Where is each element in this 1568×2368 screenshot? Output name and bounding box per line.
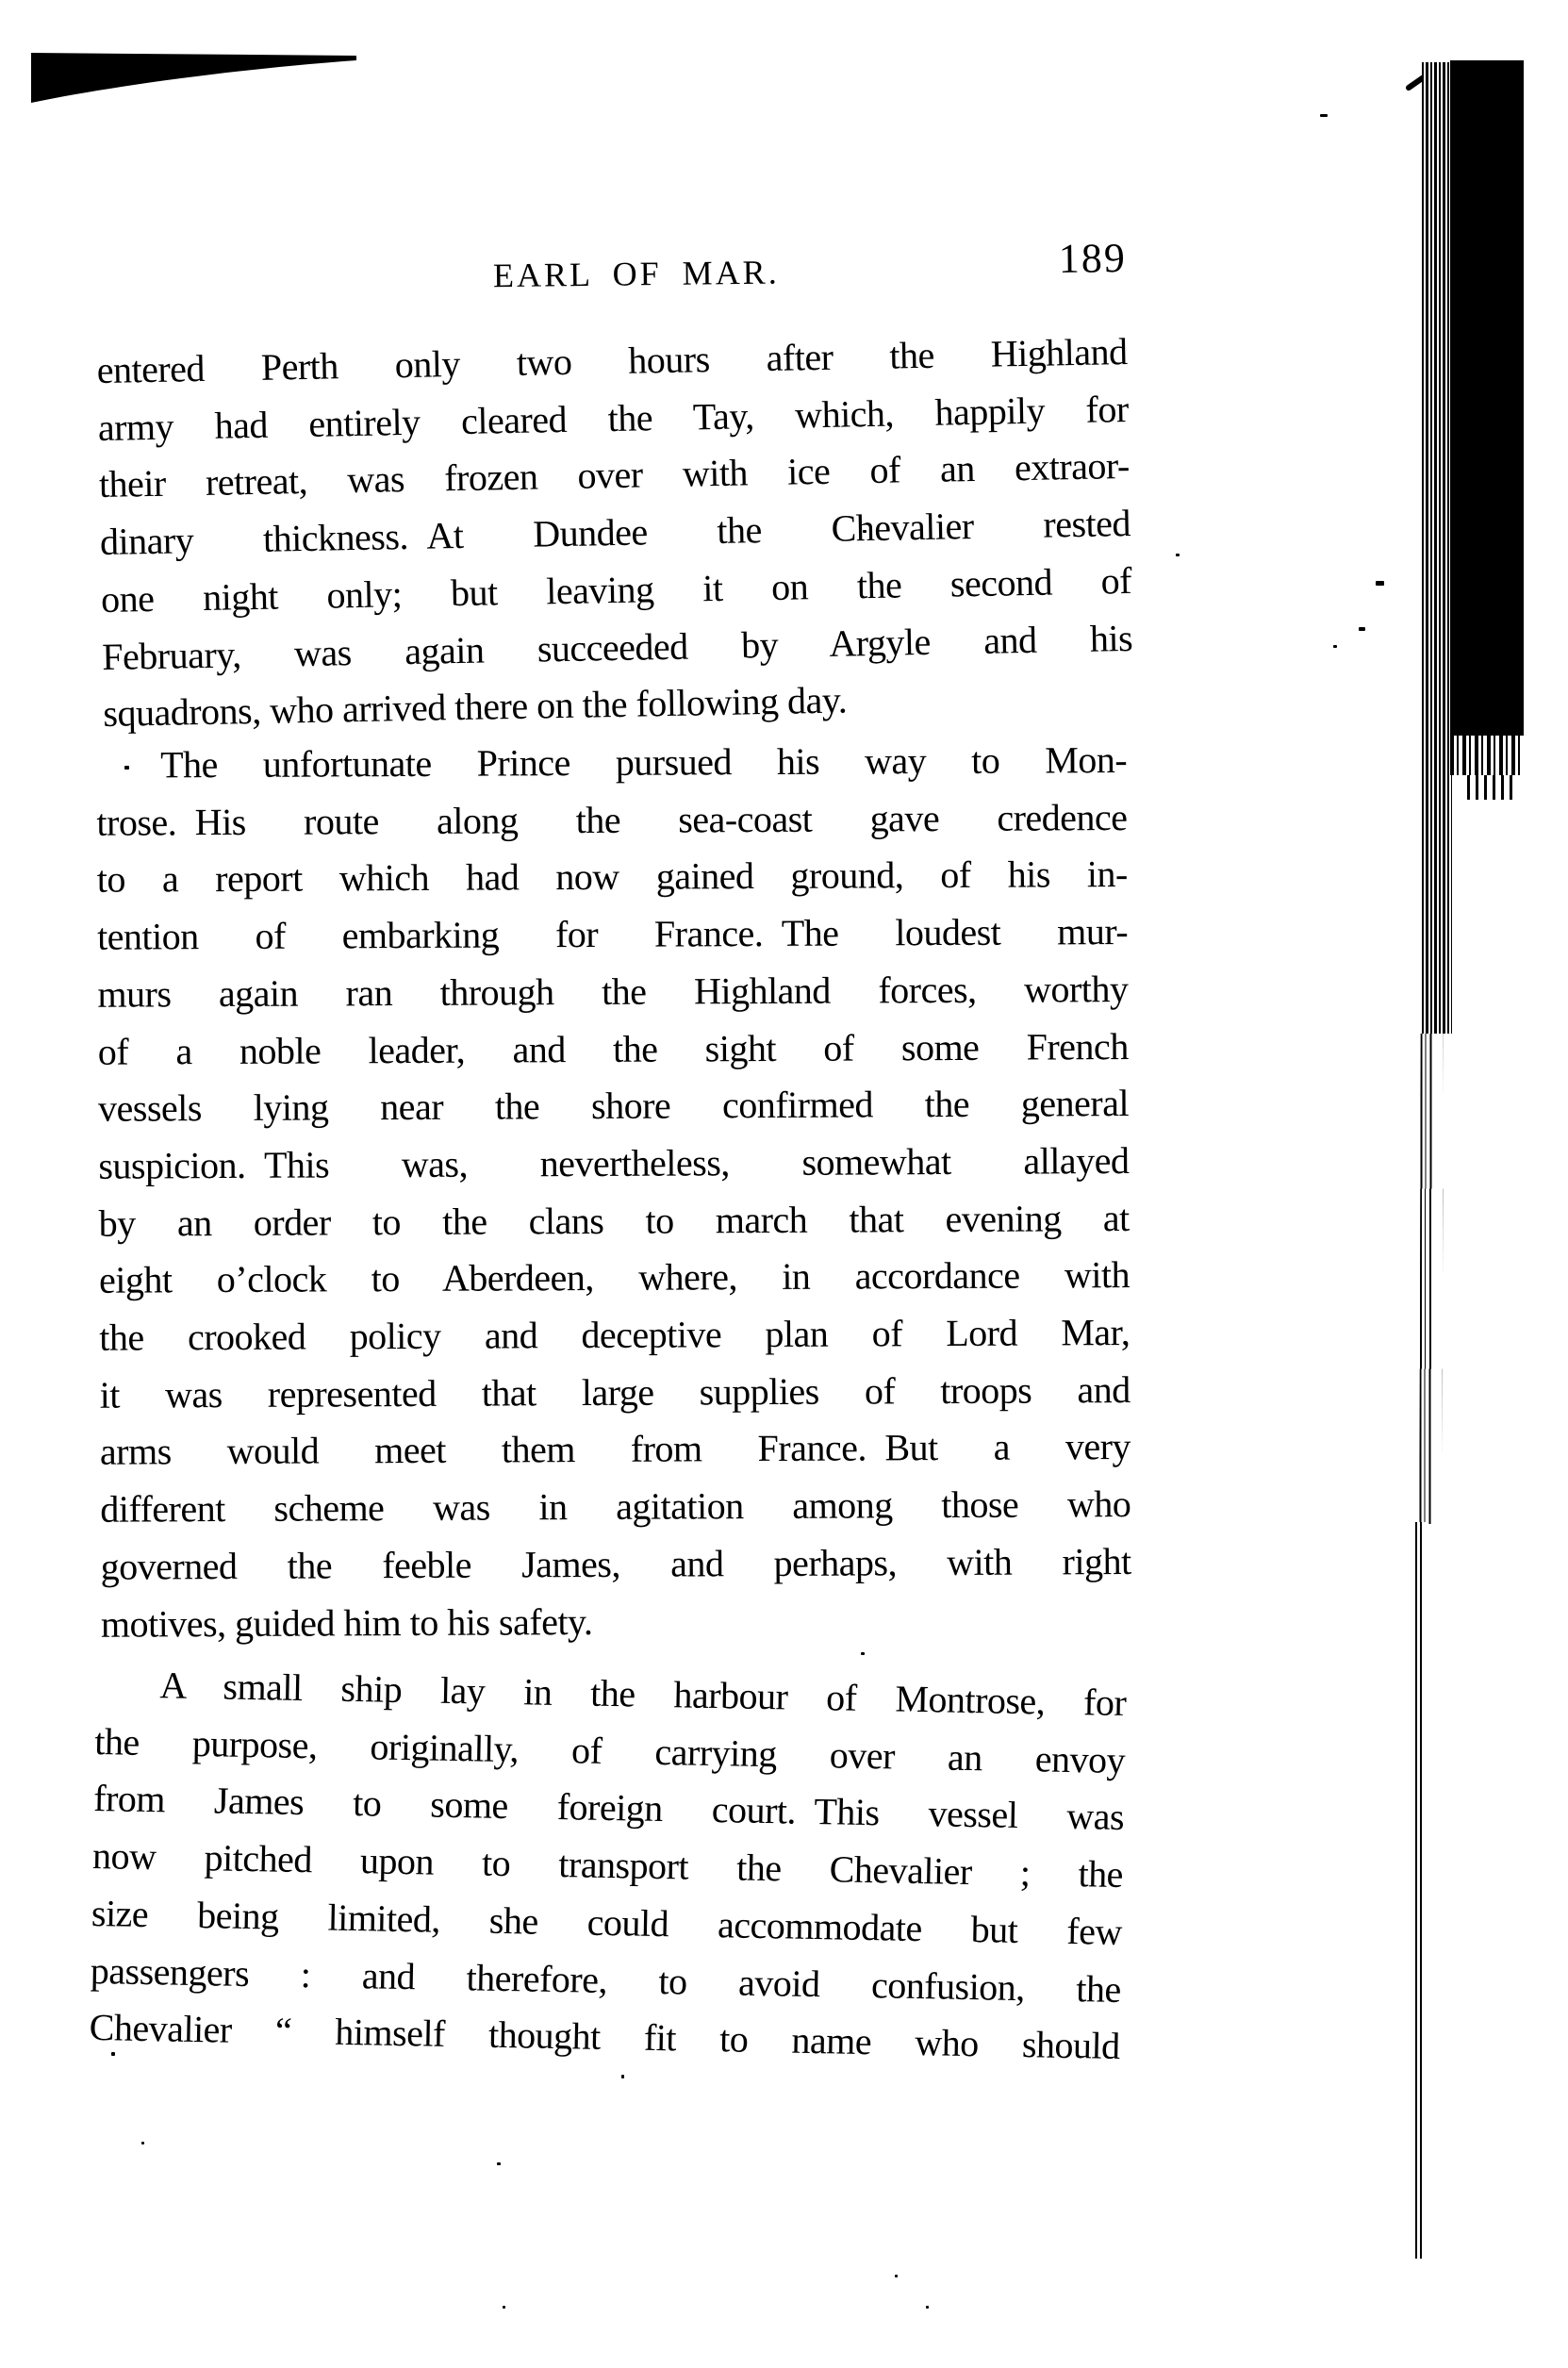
text-line: now pitched upon to transport the Chevalier ; the	[91, 1834, 1124, 1896]
ink-speck	[926, 2306, 929, 2309]
ink-speck	[1320, 114, 1328, 117]
ink-speck	[1359, 627, 1365, 631]
paragraph	[96, 323, 1134, 743]
text-line: it was represented that large supplies of troops and	[99, 1367, 1131, 1416]
text-line: by an order to the clans to march that evening at	[98, 1196, 1130, 1245]
text-line: eight o’clock to Aberdeen, where, in accordance with	[98, 1253, 1131, 1302]
text-line: The unfortunate Prince pursued his way to Mon-	[160, 737, 1128, 787]
text-line: the crooked policy and deceptive plan of Lord Mar,	[99, 1311, 1131, 1359]
text-line: of a noble leader, and the sight of some French	[97, 1024, 1129, 1073]
ink-speck	[861, 1652, 865, 1655]
text-line: trose. His route along the sea-coast gave credence	[96, 795, 1128, 844]
text-line: one night only; but leaving it on the second of	[100, 558, 1132, 621]
ink-speck	[1176, 554, 1180, 556]
ink-speck	[1376, 581, 1384, 586]
paragraph	[89, 1656, 1127, 2076]
paragraph	[96, 732, 1131, 1653]
text-line: from James to some foreign court. This vessel was	[92, 1777, 1125, 1839]
text-line: different scheme was in agitation among those who	[100, 1482, 1131, 1531]
text-line: their retreat, was frozen over with ice of an extraor-	[98, 444, 1131, 506]
text-line: to a report which had now gained ground, of his in-	[96, 853, 1128, 902]
text-line: size being limited, she could accommodate but few	[91, 1891, 1123, 1953]
text-line: vessels lying near the shore confirmed the general	[97, 1082, 1130, 1130]
ink-speck	[1333, 645, 1337, 648]
running-header-title: EARL OF MAR.	[492, 253, 780, 295]
page-number: 189	[1058, 235, 1128, 282]
ink-speck	[895, 2275, 898, 2277]
text-line: passengers : and therefore, to avoid confusion, the	[90, 1948, 1122, 2011]
text-line: Chevalier “ himself thought fit to name who should	[89, 2006, 1121, 2068]
ink-speck	[621, 2075, 624, 2078]
text-line: dinary thickness. At Dundee the Chevalier rested	[99, 502, 1131, 564]
text-line: A small ship lay in the harbour of Montrose, for	[159, 1664, 1127, 1725]
text-line: tention of embarking for France. The loudest mur-	[97, 910, 1129, 958]
text-line: army had entirely cleared the Tay, which, happily for	[97, 387, 1130, 449]
ink-speck	[141, 2142, 144, 2144]
text-line: suspicion. This was, nevertheless, somewhat allayed	[98, 1138, 1130, 1187]
text-line: the purpose, originally, of carrying over an envoy	[93, 1719, 1126, 1781]
ink-speck	[503, 2306, 505, 2309]
text-line: motives, guided him to his safety.	[100, 1599, 593, 1646]
text-line: murs again ran through the Highland forces, worthy	[97, 967, 1129, 1016]
text-line: entered Perth only two hours after the Highland	[96, 329, 1128, 392]
text-line: February, was again succeeded by Argyle and his	[101, 616, 1133, 678]
ink-speck	[497, 2162, 501, 2165]
text-line: arms would meet them from France. But a very	[99, 1425, 1131, 1474]
text-line: squadrons, who arrived there on the following day.	[102, 678, 848, 736]
text-line: governed the feeble James, and perhaps, with right	[100, 1539, 1131, 1588]
